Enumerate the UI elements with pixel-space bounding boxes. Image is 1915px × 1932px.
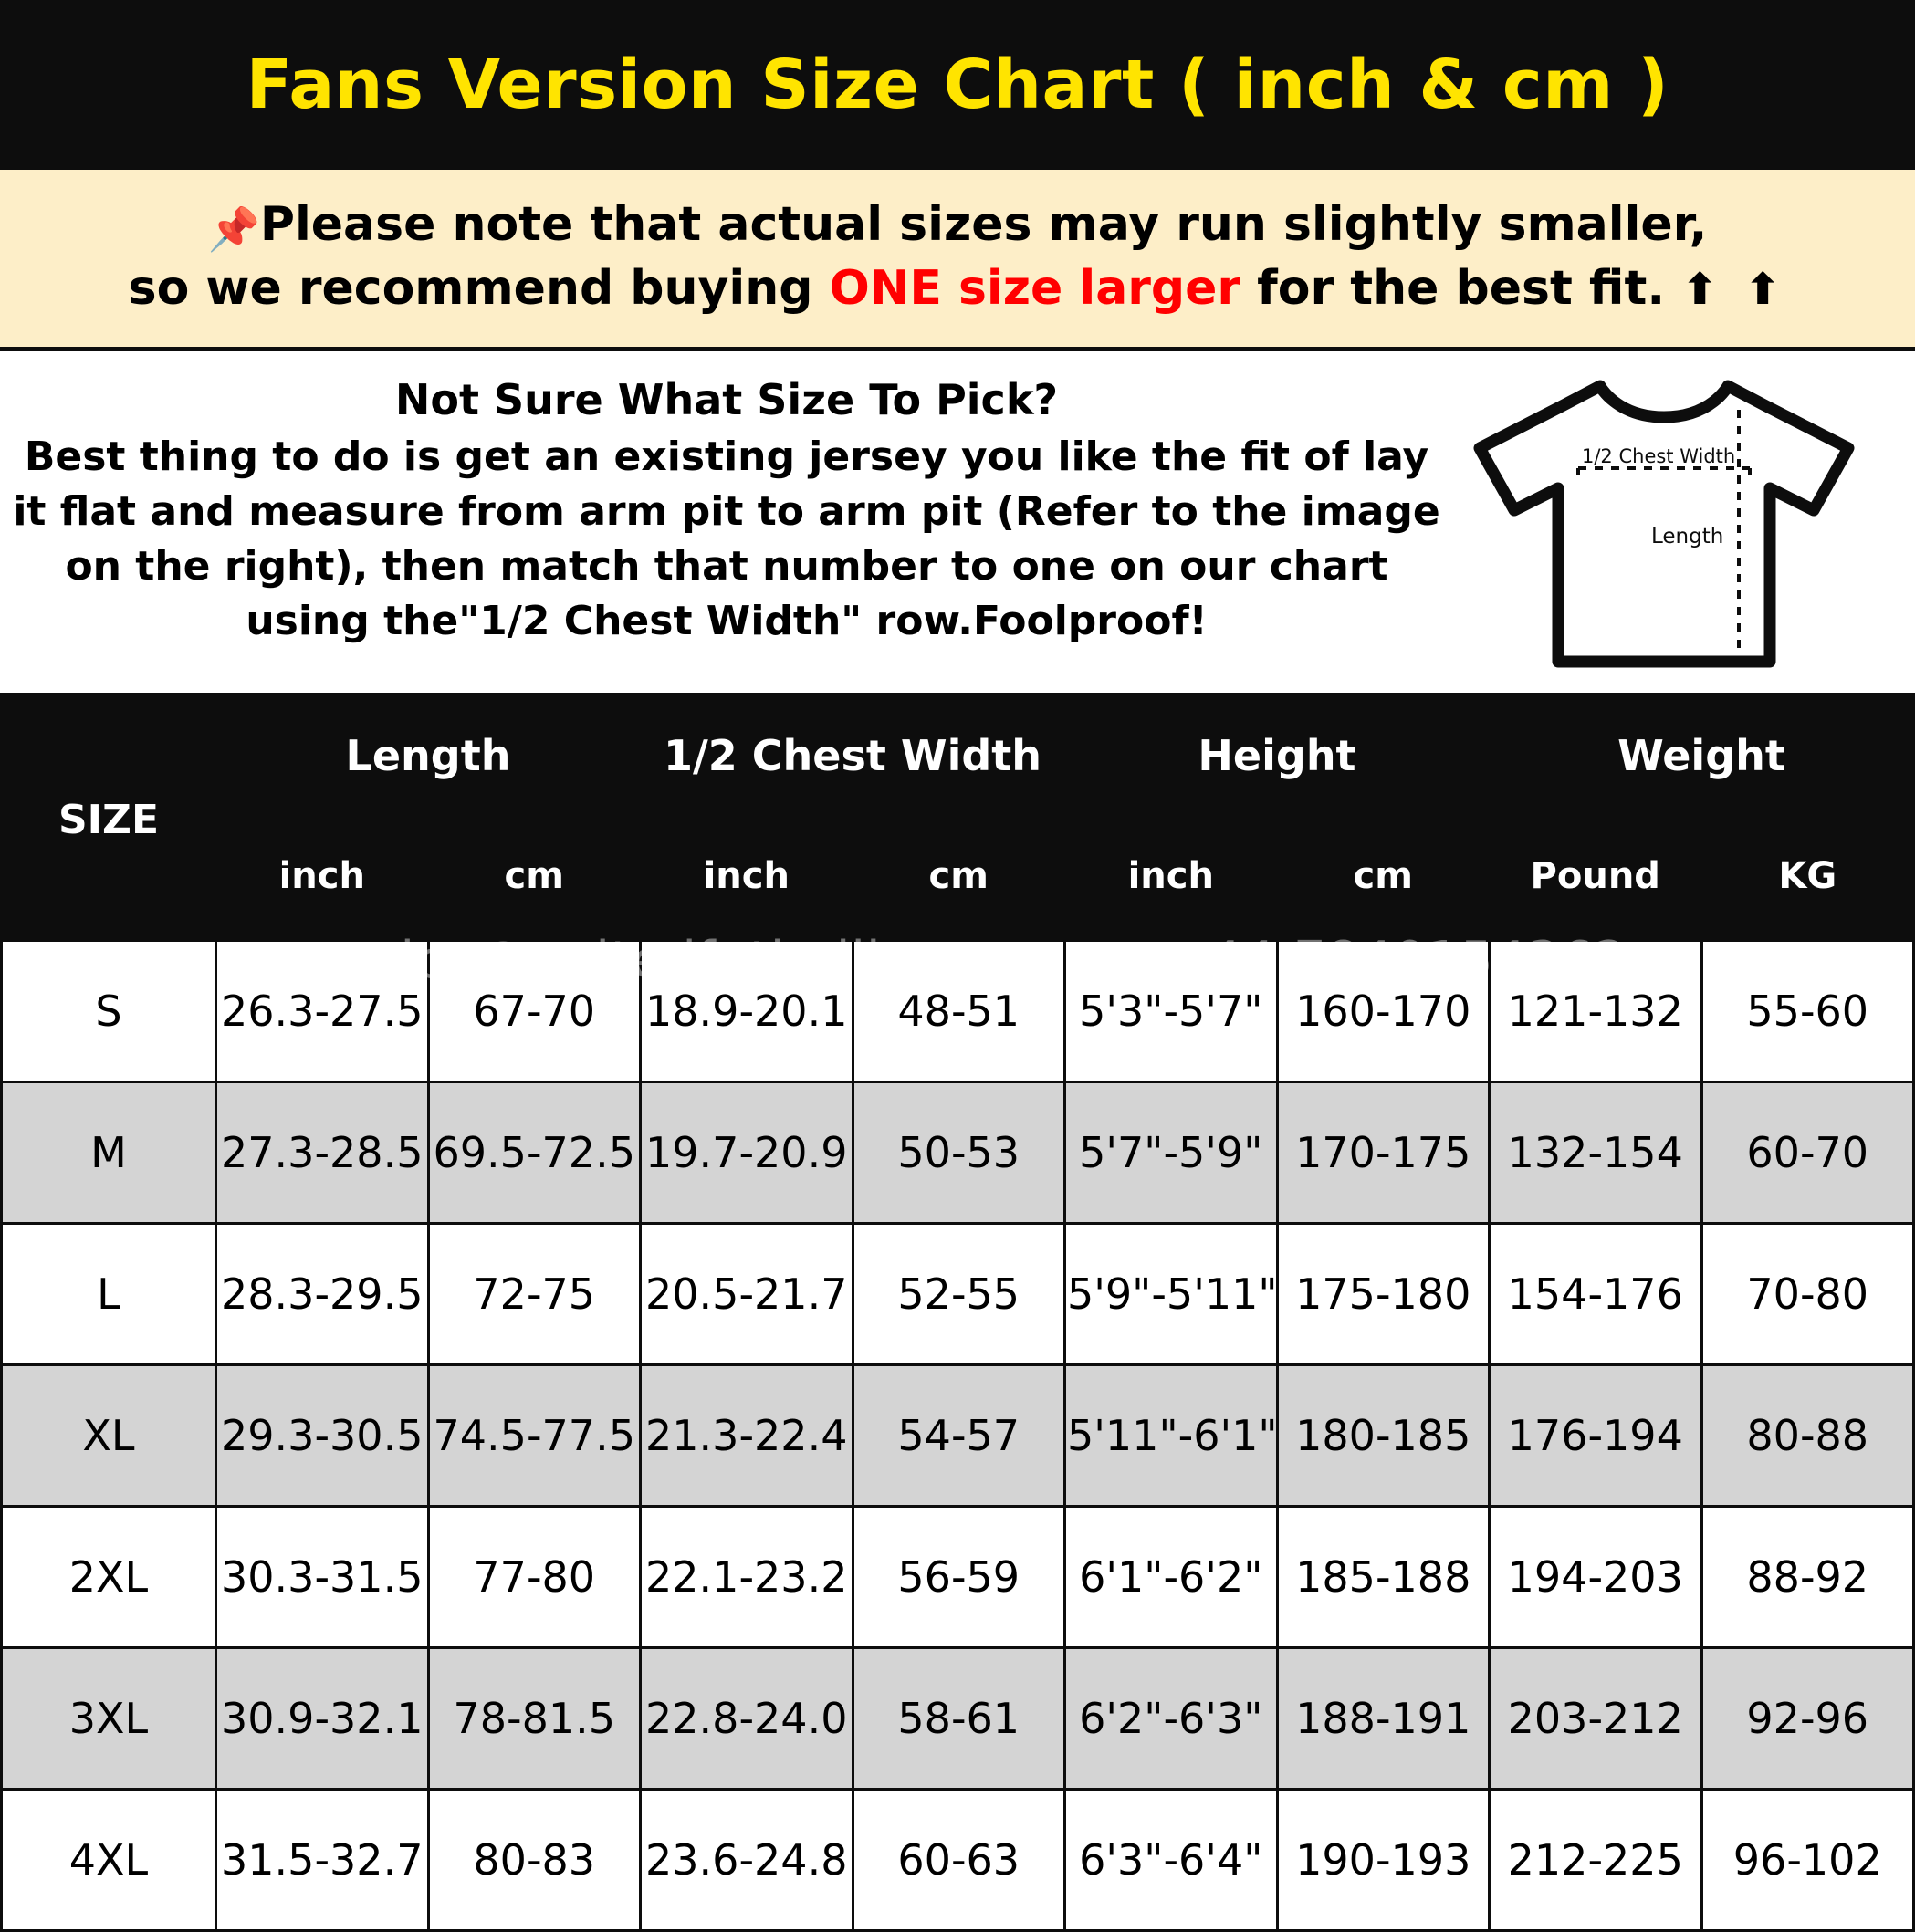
cell-weight-pound: 176-194 [1490,1365,1702,1507]
cell-chest-cm: 54-57 [853,1365,1065,1507]
cell-chest-cm: 56-59 [853,1507,1065,1648]
cell-length-cm: 72-75 [428,1224,641,1365]
info-heading: Not Sure What Size To Pick? [394,375,1059,425]
table-row [2,1790,1914,1931]
cell-length-cm: 67-70 [428,941,641,1082]
table-row [2,1224,1914,1365]
info-body: Best thing to do is get an existing jersey you like the fit of lay it flat and measure from arm pit to arm pit (Refer to the image on the right), then match that number to one on our chart using the"1/2 Chest Width" row.Foolproof! [13,433,1440,644]
cell-size: 3XL [2,1648,216,1790]
cell-length-cm: 80-83 [428,1790,641,1931]
cell-height-cm: 185-188 [1277,1507,1490,1648]
cell-chest-inch: 19.7-20.9 [641,1082,853,1224]
note-highlight: ONE size larger [829,260,1241,316]
table-row [2,1507,1914,1648]
cell-size: 2XL [2,1507,216,1648]
cell-weight-kg: 55-60 [1701,941,1914,1082]
cell-height-inch: 5'11"-6'1" [1065,1365,1278,1507]
col-group-weight: Weight [1490,700,1914,812]
col-unit-height-inch: inch [1065,812,1278,941]
cell-length-cm: 77-80 [428,1507,641,1648]
cell-chest-inch: 18.9-20.1 [641,941,853,1082]
cell-height-cm: 190-193 [1277,1790,1490,1931]
cell-weight-pound: 154-176 [1490,1224,1702,1365]
col-unit-length-inch: inch [216,812,429,941]
length-label: Length [1651,525,1724,549]
cell-height-inch: 6'1"-6'2" [1065,1507,1278,1648]
table-row [2,1648,1914,1790]
cell-length-inch: 30.3-31.5 [216,1507,429,1648]
col-unit-chest-cm: cm [853,812,1065,941]
cell-chest-cm: 60-63 [853,1790,1065,1931]
cell-chest-cm: 52-55 [853,1224,1065,1365]
cell-height-cm: 180-185 [1277,1365,1490,1507]
pushpin-icon: 📌 [207,204,260,254]
cell-weight-pound: 212-225 [1490,1790,1702,1931]
col-group-length: Length [216,700,641,812]
cell-size: XL [2,1365,216,1507]
up-arrows-icon: ⬆ ⬆ [1681,263,1787,315]
shirt-diagram [1449,368,1915,680]
cell-height-inch: 5'7"-5'9" [1065,1082,1278,1224]
table-row [2,941,1914,1082]
note-line-1-text: Please note that actual sizes may run slightly smaller, [259,197,1708,252]
col-header-size: SIZE [2,700,216,941]
cell-length-inch: 26.3-27.5 [216,941,429,1082]
cell-height-inch: 5'9"-5'11" [1065,1224,1278,1365]
cell-height-cm: 160-170 [1277,941,1490,1082]
cell-length-inch: 28.3-29.5 [216,1224,429,1365]
chest-width-label: 1/2 Chest Width [1582,445,1736,468]
cell-length-inch: 27.3-28.5 [216,1082,429,1224]
cell-weight-pound: 132-154 [1490,1082,1702,1224]
note-band [0,170,1915,351]
cell-height-inch: 6'3"-6'4" [1065,1790,1278,1931]
cell-chest-inch: 20.5-21.7 [641,1224,853,1365]
cell-weight-kg: 96-102 [1701,1790,1914,1931]
col-unit-weight-pound: Pound [1490,812,1702,941]
info-text-block [0,368,1449,680]
table-row [2,1082,1914,1224]
col-unit-weight-kg: KG [1701,812,1914,941]
cell-weight-kg: 80-88 [1701,1365,1914,1507]
tshirt-icon [1463,373,1865,674]
note-line-1 [0,193,1915,257]
size-table [0,698,1915,1932]
note-line-2 [0,257,1915,320]
table-head [2,700,1914,941]
col-unit-length-cm: cm [428,812,641,941]
cell-chest-inch: 21.3-22.4 [641,1365,853,1507]
cell-height-cm: 188-191 [1277,1648,1490,1790]
cell-chest-cm: 50-53 [853,1082,1065,1224]
cell-weight-kg: 88-92 [1701,1507,1914,1648]
col-unit-chest-inch: inch [641,812,853,941]
info-section [0,351,1915,698]
cell-weight-kg: 60-70 [1701,1082,1914,1224]
cell-size: 4XL [2,1790,216,1931]
cell-chest-inch: 22.8-24.0 [641,1648,853,1790]
cell-height-cm: 175-180 [1277,1224,1490,1365]
cell-length-inch: 29.3-30.5 [216,1365,429,1507]
cell-weight-pound: 194-203 [1490,1507,1702,1648]
cell-height-cm: 170-175 [1277,1082,1490,1224]
note-line-2-suffix: for the best fit. [1240,260,1682,316]
cell-chest-inch: 22.1-23.2 [641,1507,853,1648]
table-head-row-groups [2,700,1914,812]
cell-weight-pound: 203-212 [1490,1648,1702,1790]
note-line-2-prefix: so we recommend buying [128,260,830,316]
cell-height-inch: 5'3"-5'7" [1065,941,1278,1082]
cell-size: S [2,941,216,1082]
col-unit-height-cm: cm [1277,812,1490,941]
table-row [2,1365,1914,1507]
cell-chest-cm: 58-61 [853,1648,1065,1790]
cell-length-cm: 69.5-72.5 [428,1082,641,1224]
cell-chest-inch: 23.6-24.8 [641,1790,853,1931]
cell-chest-cm: 48-51 [853,941,1065,1082]
watermark-contact: service@unitedfutballjersey.com +44 7840154362 [287,931,1628,990]
cell-size: M [2,1082,216,1224]
cell-weight-kg: 70-80 [1701,1224,1914,1365]
cell-weight-kg: 92-96 [1701,1648,1914,1790]
cell-height-inch: 6'2"-6'3" [1065,1648,1278,1790]
table-head-row-units [2,812,1914,941]
cell-size: L [2,1224,216,1365]
col-group-chest: 1/2 Chest Width [641,700,1065,812]
cell-weight-pound: 121-132 [1490,941,1702,1082]
cell-length-cm: 78-81.5 [428,1648,641,1790]
page-title: Fans Version Size Chart ( inch & cm ) [246,46,1669,124]
col-group-height: Height [1065,700,1490,812]
cell-length-inch: 31.5-32.7 [216,1790,429,1931]
table-body [2,941,1914,1931]
title-bar [0,0,1915,170]
cell-length-inch: 30.9-32.1 [216,1648,429,1790]
cell-length-cm: 74.5-77.5 [428,1365,641,1507]
